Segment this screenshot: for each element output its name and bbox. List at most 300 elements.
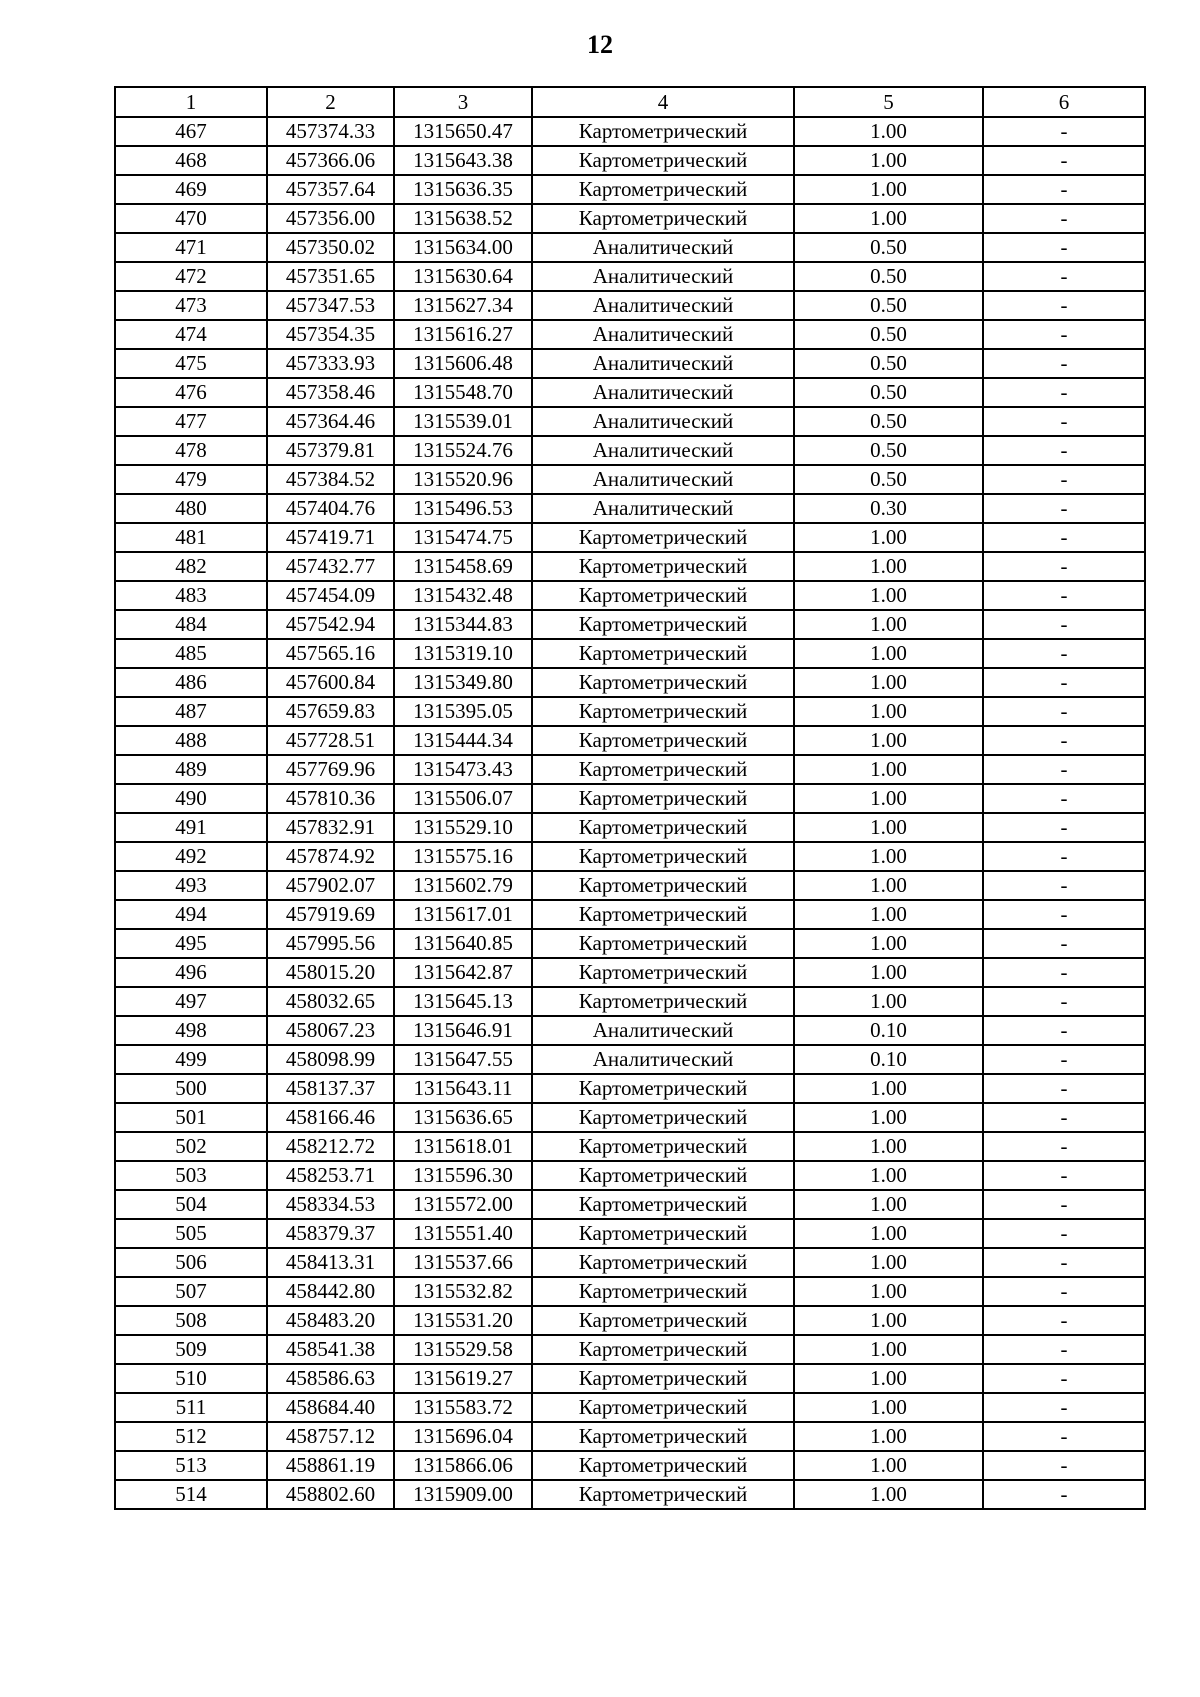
- table-cell: 457769.96: [267, 755, 394, 784]
- table-row: [115, 639, 1145, 668]
- table-cell: 0.50: [794, 320, 983, 349]
- table-cell: -: [983, 697, 1145, 726]
- table-cell: 500: [115, 1074, 267, 1103]
- table-cell: 457600.84: [267, 668, 394, 697]
- table-cell: 488: [115, 726, 267, 755]
- table-cell: 1315646.91: [394, 1016, 532, 1045]
- table-cell: -: [983, 1393, 1145, 1422]
- table-cell: 457384.52: [267, 465, 394, 494]
- table-cell: 512: [115, 1422, 267, 1451]
- table-cell: -: [983, 1335, 1145, 1364]
- table-cell: 1.00: [794, 1306, 983, 1335]
- table-cell: 1.00: [794, 1393, 983, 1422]
- table-cell: 1.00: [794, 1103, 983, 1132]
- table-cell: 1315458.69: [394, 552, 532, 581]
- column-header: 5: [794, 87, 983, 117]
- table-cell: 1.00: [794, 726, 983, 755]
- table-cell: 1315602.79: [394, 871, 532, 900]
- table-cell: -: [983, 204, 1145, 233]
- table-row: [115, 117, 1145, 146]
- table-cell: Картометрический: [532, 1132, 794, 1161]
- table-cell: 499: [115, 1045, 267, 1074]
- table-cell: 1315909.00: [394, 1480, 532, 1509]
- table-cell: 457542.94: [267, 610, 394, 639]
- table-cell: 457419.71: [267, 523, 394, 552]
- table-row: [115, 842, 1145, 871]
- table-cell: 1315643.11: [394, 1074, 532, 1103]
- table-row: [115, 1161, 1145, 1190]
- table-cell: 457347.53: [267, 291, 394, 320]
- table-cell: 508: [115, 1306, 267, 1335]
- table-cell: 1.00: [794, 1190, 983, 1219]
- table-cell: 498: [115, 1016, 267, 1045]
- table-cell: 457659.83: [267, 697, 394, 726]
- table-row: [115, 1045, 1145, 1074]
- table-cell: 1.00: [794, 1422, 983, 1451]
- table-cell: 458032.65: [267, 987, 394, 1016]
- table-cell: 1.00: [794, 146, 983, 175]
- table-row: [115, 1422, 1145, 1451]
- table-cell: 458137.37: [267, 1074, 394, 1103]
- table-cell: 1315619.27: [394, 1364, 532, 1393]
- table-cell: Картометрический: [532, 146, 794, 175]
- table-cell: 1315524.76: [394, 436, 532, 465]
- table-cell: 493: [115, 871, 267, 900]
- table-cell: -: [983, 233, 1145, 262]
- table-cell: 1.00: [794, 117, 983, 146]
- table-row: [115, 813, 1145, 842]
- table-cell: 476: [115, 378, 267, 407]
- table-cell: -: [983, 146, 1145, 175]
- table-row: [115, 378, 1145, 407]
- table-cell: 457728.51: [267, 726, 394, 755]
- table-cell: Картометрический: [532, 784, 794, 813]
- table-cell: -: [983, 378, 1145, 407]
- table-cell: -: [983, 958, 1145, 987]
- table-cell: 458861.19: [267, 1451, 394, 1480]
- table-cell: 1.00: [794, 1364, 983, 1393]
- table-cell: 457333.93: [267, 349, 394, 378]
- table-cell: 458379.37: [267, 1219, 394, 1248]
- table-cell: Аналитический: [532, 465, 794, 494]
- table-row: [115, 407, 1145, 436]
- table-cell: -: [983, 726, 1145, 755]
- table-cell: 510: [115, 1364, 267, 1393]
- table-cell: 0.50: [794, 349, 983, 378]
- table-cell: -: [983, 1074, 1145, 1103]
- table-cell: -: [983, 1364, 1145, 1393]
- table-row: [115, 146, 1145, 175]
- table-row: [115, 784, 1145, 813]
- table-cell: 1315496.53: [394, 494, 532, 523]
- table-cell: -: [983, 523, 1145, 552]
- table-cell: 0.50: [794, 262, 983, 291]
- coordinates-table: [114, 86, 1146, 1510]
- table-cell: 1315643.38: [394, 146, 532, 175]
- table-cell: -: [983, 813, 1145, 842]
- table-cell: 458015.20: [267, 958, 394, 987]
- table-cell: -: [983, 1277, 1145, 1306]
- table-cell: -: [983, 784, 1145, 813]
- table-cell: Картометрический: [532, 1248, 794, 1277]
- table-row: [115, 552, 1145, 581]
- table-cell: -: [983, 1132, 1145, 1161]
- table-cell: Аналитический: [532, 291, 794, 320]
- table-cell: 491: [115, 813, 267, 842]
- table-cell: -: [983, 1161, 1145, 1190]
- table-cell: Картометрический: [532, 697, 794, 726]
- table-cell: 1.00: [794, 610, 983, 639]
- table-cell: -: [983, 1103, 1145, 1132]
- table-cell: 1315551.40: [394, 1219, 532, 1248]
- table-cell: -: [983, 552, 1145, 581]
- table-cell: -: [983, 581, 1145, 610]
- table-row: [115, 1132, 1145, 1161]
- table-cell: 1315630.64: [394, 262, 532, 291]
- table-cell: 489: [115, 755, 267, 784]
- table-cell: 1.00: [794, 668, 983, 697]
- table-cell: 483: [115, 581, 267, 610]
- table-row: [115, 871, 1145, 900]
- table-cell: 495: [115, 929, 267, 958]
- table-cell: Картометрический: [532, 871, 794, 900]
- table-cell: Картометрический: [532, 523, 794, 552]
- table-cell: 1.00: [794, 175, 983, 204]
- table-cell: 1315444.34: [394, 726, 532, 755]
- table-cell: -: [983, 465, 1145, 494]
- table-cell: 1315529.10: [394, 813, 532, 842]
- table-cell: 1315627.34: [394, 291, 532, 320]
- table-cell: 457354.35: [267, 320, 394, 349]
- table-row: [115, 1306, 1145, 1335]
- table-row: [115, 349, 1145, 378]
- table-cell: 458802.60: [267, 1480, 394, 1509]
- table-cell: -: [983, 436, 1145, 465]
- table-cell: 458413.31: [267, 1248, 394, 1277]
- table-row: [115, 755, 1145, 784]
- table-cell: 1315520.96: [394, 465, 532, 494]
- table-cell: 0.50: [794, 465, 983, 494]
- table-cell: Картометрический: [532, 726, 794, 755]
- table-cell: 458586.63: [267, 1364, 394, 1393]
- table-row: [115, 1190, 1145, 1219]
- table-cell: 1.00: [794, 1480, 983, 1509]
- table-cell: -: [983, 291, 1145, 320]
- table-cell: 513: [115, 1451, 267, 1480]
- table-row: [115, 204, 1145, 233]
- table-cell: Картометрический: [532, 1480, 794, 1509]
- table-cell: 1315634.00: [394, 233, 532, 262]
- table-cell: 511: [115, 1393, 267, 1422]
- table-cell: 1.00: [794, 552, 983, 581]
- table-cell: Картометрический: [532, 1451, 794, 1480]
- table-cell: 458098.99: [267, 1045, 394, 1074]
- table-cell: -: [983, 349, 1145, 378]
- table-cell: 458334.53: [267, 1190, 394, 1219]
- table-cell: 475: [115, 349, 267, 378]
- table-cell: 1.00: [794, 755, 983, 784]
- table-cell: 0.30: [794, 494, 983, 523]
- table-cell: 1.00: [794, 842, 983, 871]
- table-cell: 458212.72: [267, 1132, 394, 1161]
- table-cell: 1315606.48: [394, 349, 532, 378]
- table-cell: 478: [115, 436, 267, 465]
- table-row: [115, 1248, 1145, 1277]
- table-row: [115, 436, 1145, 465]
- table-cell: -: [983, 1480, 1145, 1509]
- table-cell: Картометрический: [532, 117, 794, 146]
- table-cell: 1315696.04: [394, 1422, 532, 1451]
- table-cell: 1315618.01: [394, 1132, 532, 1161]
- table-cell: 509: [115, 1335, 267, 1364]
- table-cell: Картометрический: [532, 1422, 794, 1451]
- table-cell: 457356.00: [267, 204, 394, 233]
- table-cell: 467: [115, 117, 267, 146]
- table-cell: Картометрический: [532, 755, 794, 784]
- table-cell: Аналитический: [532, 233, 794, 262]
- table-cell: 468: [115, 146, 267, 175]
- table-row: [115, 175, 1145, 204]
- table-cell: 1.00: [794, 1248, 983, 1277]
- table-cell: -: [983, 871, 1145, 900]
- table-cell: Аналитический: [532, 349, 794, 378]
- table-cell: 1315596.30: [394, 1161, 532, 1190]
- table-cell: -: [983, 1219, 1145, 1248]
- table-cell: 1315636.35: [394, 175, 532, 204]
- table-cell: 458483.20: [267, 1306, 394, 1335]
- table-cell: 1.00: [794, 1451, 983, 1480]
- table-cell: Аналитический: [532, 436, 794, 465]
- table-cell: 469: [115, 175, 267, 204]
- table-cell: 457351.65: [267, 262, 394, 291]
- table-cell: 487: [115, 697, 267, 726]
- table-cell: 1315616.27: [394, 320, 532, 349]
- table-cell: 457379.81: [267, 436, 394, 465]
- table-row: [115, 1074, 1145, 1103]
- table-cell: -: [983, 1306, 1145, 1335]
- table-cell: 1315539.01: [394, 407, 532, 436]
- column-header: 2: [267, 87, 394, 117]
- table-cell: 1315575.16: [394, 842, 532, 871]
- table-cell: Картометрический: [532, 1364, 794, 1393]
- column-header: 1: [115, 87, 267, 117]
- table-cell: 474: [115, 320, 267, 349]
- table-cell: 1315638.52: [394, 204, 532, 233]
- table-cell: 1.00: [794, 784, 983, 813]
- table-cell: -: [983, 1045, 1145, 1074]
- table-cell: Картометрический: [532, 668, 794, 697]
- table-cell: Картометрический: [532, 958, 794, 987]
- table-cell: -: [983, 117, 1145, 146]
- table-body: [115, 117, 1145, 1509]
- table-cell: 457810.36: [267, 784, 394, 813]
- table-cell: Картометрический: [532, 1277, 794, 1306]
- table-cell: 457919.69: [267, 900, 394, 929]
- table-cell: 457902.07: [267, 871, 394, 900]
- table-row: [115, 1277, 1145, 1306]
- table-cell: 1315474.75: [394, 523, 532, 552]
- table-cell: -: [983, 1451, 1145, 1480]
- table-cell: 0.10: [794, 1016, 983, 1045]
- table-cell: 0.10: [794, 1045, 983, 1074]
- table-cell: Аналитический: [532, 494, 794, 523]
- table-cell: 1.00: [794, 929, 983, 958]
- table-cell: -: [983, 494, 1145, 523]
- table-cell: 457454.09: [267, 581, 394, 610]
- table-cell: 482: [115, 552, 267, 581]
- table-cell: -: [983, 320, 1145, 349]
- table-cell: 486: [115, 668, 267, 697]
- table-cell: 1.00: [794, 1074, 983, 1103]
- table-cell: 1315640.85: [394, 929, 532, 958]
- table-cell: 497: [115, 987, 267, 1016]
- table-row: [115, 1219, 1145, 1248]
- table-cell: 458757.12: [267, 1422, 394, 1451]
- table-row: [115, 1451, 1145, 1480]
- table-cell: 1315583.72: [394, 1393, 532, 1422]
- table-cell: 458253.71: [267, 1161, 394, 1190]
- table-row: [115, 958, 1145, 987]
- table-row: [115, 726, 1145, 755]
- table-cell: Картометрический: [532, 929, 794, 958]
- table-cell: 458067.23: [267, 1016, 394, 1045]
- table-cell: 1315506.07: [394, 784, 532, 813]
- table-cell: Картометрический: [532, 1393, 794, 1422]
- table-cell: 458684.40: [267, 1393, 394, 1422]
- table-cell: Картометрический: [532, 552, 794, 581]
- table-cell: 471: [115, 233, 267, 262]
- table-cell: 1315529.58: [394, 1335, 532, 1364]
- table-cell: 1315647.55: [394, 1045, 532, 1074]
- column-header: 6: [983, 87, 1145, 117]
- table-cell: -: [983, 1190, 1145, 1219]
- table-cell: Аналитический: [532, 407, 794, 436]
- table-cell: -: [983, 987, 1145, 1016]
- table-row: [115, 1480, 1145, 1509]
- table-cell: 1315866.06: [394, 1451, 532, 1480]
- table-cell: 457832.91: [267, 813, 394, 842]
- table-row: [115, 610, 1145, 639]
- table-cell: -: [983, 407, 1145, 436]
- table-cell: -: [983, 668, 1145, 697]
- table-cell: 1.00: [794, 871, 983, 900]
- table-row: [115, 320, 1145, 349]
- table-cell: 496: [115, 958, 267, 987]
- table-cell: 470: [115, 204, 267, 233]
- table-row: [115, 1393, 1145, 1422]
- table-cell: 457995.56: [267, 929, 394, 958]
- table-cell: 1.00: [794, 1132, 983, 1161]
- table-row: [115, 465, 1145, 494]
- table-cell: 505: [115, 1219, 267, 1248]
- table-row: [115, 494, 1145, 523]
- table-cell: 1315537.66: [394, 1248, 532, 1277]
- table-row: [115, 929, 1145, 958]
- table-cell: 501: [115, 1103, 267, 1132]
- table-cell: 0.50: [794, 407, 983, 436]
- table-cell: Картометрический: [532, 1103, 794, 1132]
- table-cell: Картометрический: [532, 1190, 794, 1219]
- table-cell: 480: [115, 494, 267, 523]
- table-cell: -: [983, 842, 1145, 871]
- table-cell: 1315617.01: [394, 900, 532, 929]
- table-cell: 1315395.05: [394, 697, 532, 726]
- table-cell: 477: [115, 407, 267, 436]
- column-header: 4: [532, 87, 794, 117]
- table-cell: 457874.92: [267, 842, 394, 871]
- table-cell: 1.00: [794, 697, 983, 726]
- table-cell: 1315532.82: [394, 1277, 532, 1306]
- table-cell: 481: [115, 523, 267, 552]
- table-cell: Аналитический: [532, 262, 794, 291]
- table-cell: -: [983, 610, 1145, 639]
- table-cell: Аналитический: [532, 1045, 794, 1074]
- table-cell: 473: [115, 291, 267, 320]
- table-cell: 457358.46: [267, 378, 394, 407]
- table-cell: Картометрический: [532, 1074, 794, 1103]
- table-cell: 1315650.47: [394, 117, 532, 146]
- table-row: [115, 1335, 1145, 1364]
- table-cell: 1.00: [794, 523, 983, 552]
- table-cell: 0.50: [794, 378, 983, 407]
- table-cell: 457357.64: [267, 175, 394, 204]
- table-row: [115, 262, 1145, 291]
- table-cell: Картометрический: [532, 1335, 794, 1364]
- table-cell: Картометрический: [532, 1161, 794, 1190]
- table-cell: 490: [115, 784, 267, 813]
- table-cell: 457366.06: [267, 146, 394, 175]
- table-cell: -: [983, 900, 1145, 929]
- table-cell: Аналитический: [532, 320, 794, 349]
- table-row: [115, 291, 1145, 320]
- table-row: [115, 697, 1145, 726]
- table-cell: 1.00: [794, 900, 983, 929]
- table-row: [115, 668, 1145, 697]
- table-cell: Картометрический: [532, 639, 794, 668]
- table-cell: 1315531.20: [394, 1306, 532, 1335]
- table-cell: 1.00: [794, 1277, 983, 1306]
- table-cell: 1.00: [794, 639, 983, 668]
- table-cell: 1.00: [794, 813, 983, 842]
- table-cell: 0.50: [794, 233, 983, 262]
- table-cell: -: [983, 755, 1145, 784]
- table-cell: 494: [115, 900, 267, 929]
- table-cell: 1.00: [794, 958, 983, 987]
- table-row: [115, 900, 1145, 929]
- column-header: 3: [394, 87, 532, 117]
- table-cell: 0.50: [794, 436, 983, 465]
- table-cell: Картометрический: [532, 842, 794, 871]
- table-cell: 1.00: [794, 1161, 983, 1190]
- table-cell: 1.00: [794, 204, 983, 233]
- table-cell: 1315548.70: [394, 378, 532, 407]
- table-cell: 472: [115, 262, 267, 291]
- table-cell: Картометрический: [532, 1306, 794, 1335]
- table-cell: 514: [115, 1480, 267, 1509]
- table-cell: 458442.80: [267, 1277, 394, 1306]
- table-cell: 1315432.48: [394, 581, 532, 610]
- table-cell: 492: [115, 842, 267, 871]
- table-row: [115, 987, 1145, 1016]
- table-cell: -: [983, 1422, 1145, 1451]
- table-cell: -: [983, 929, 1145, 958]
- table-cell: 479: [115, 465, 267, 494]
- table-cell: 507: [115, 1277, 267, 1306]
- table-cell: 506: [115, 1248, 267, 1277]
- table-cell: 1315636.65: [394, 1103, 532, 1132]
- table-cell: 1315349.80: [394, 668, 532, 697]
- table-cell: 1315319.10: [394, 639, 532, 668]
